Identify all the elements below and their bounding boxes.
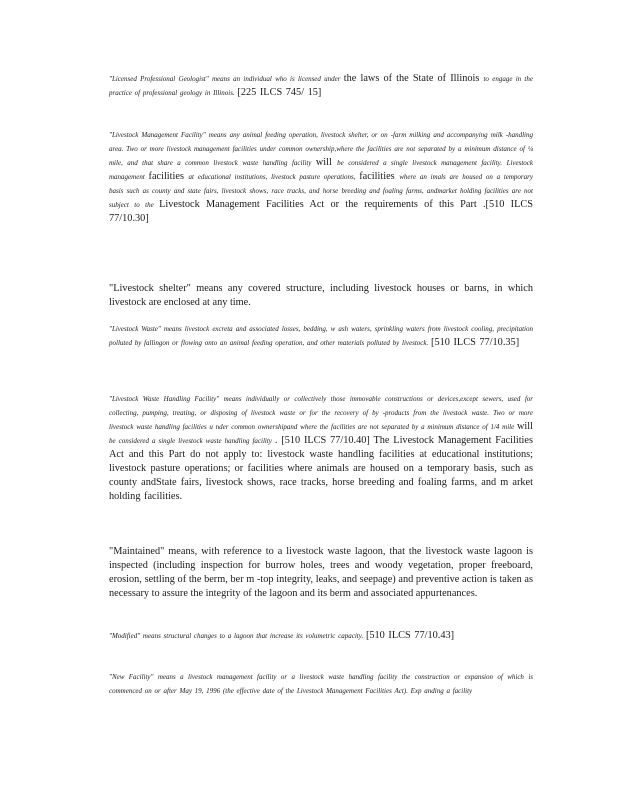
definition-licensed-professional-geologist (109, 72, 533, 100)
text-run: "New Facility" means a livestock management facility or a livestock waste handling facility the construction or expansion of which is commenced on or after May 19, 1996 (the effective date of the Livestock Management Facilities Act). Exp anding a facility (109, 673, 533, 695)
text-run: "Maintained" means, with reference to a livestock waste lagoon, that the livestock waste lagoon is inspected (including inspection for burrow holes, trees and woody vegetation, proper freeboard, erosion, settling of the berm, ber m -top integrity, leaks, and seepage) and preventive action is taken as necessary to assure the integrity of the lagoon and its berm and associated appurtenances. (109, 546, 533, 599)
text-run: [225 ILCS 745/ 15] (237, 87, 322, 98)
text-run: facilities (148, 171, 189, 182)
definition-livestock-shelter (109, 282, 533, 310)
text-run: be considered a single livestock management facility. Livestock management (109, 159, 534, 181)
definition-livestock-waste-handling-facility (109, 392, 533, 504)
text-run: "Livestock shelter" means any covered structure, including livestock houses or barns, in which livestock are enclosed at any time. (109, 283, 533, 308)
definition-new-facility (109, 670, 533, 698)
text-run: "Livestock Waste" means livestock excreta and associated losses, bedding, w ash waters, sprinkling waters from livestock cooling, precipitation polluted by fallingon or flowing onto an animal feeding operation, and other materials polluted by livestock. (109, 325, 533, 347)
text-run: facilities (359, 171, 400, 182)
definition-maintained (109, 545, 533, 601)
text-run: be considered a single livestock waste handling facility (109, 437, 275, 445)
text-run: the laws of the State of Illinois (343, 73, 484, 84)
text-run: will (516, 421, 533, 432)
text-run: will (315, 157, 338, 168)
text-run: . [510 ILCS 77/10.40] The Livestock Management Facilities Act and this Part do not apply to: livestock waste handling facilities at educational institutions; livestock pasture operations; or facilities where animals are housed on a temporary basis, such as county andState fairs, livestock shows, race tracks, horse breeding and foaling farms, and m arket holding facilities. (109, 435, 533, 502)
definition-livestock-management-facility (109, 128, 533, 226)
text-run: Livestock Management Facilities Act or the requirements of this Part .[510 ILCS 77/10.30] (109, 199, 533, 224)
text-run: where an imals are housed on a temporary basis such as county and state fairs, livestock shows, race tracks, and horse breeding and foaling farms, andmarket holding facilities are not subject to the (109, 173, 533, 209)
text-run: to engage in the practice of professional geology in Illinois. (109, 75, 533, 97)
text-run: at educational institutions, livestock pasture operations, (188, 173, 360, 181)
text-run: "Licensed Professional Geologist" means an individual who is licensed under (109, 75, 344, 83)
text-run: [510 ILCS 77/10.43] (365, 630, 455, 641)
text-run: "Livestock Management Facility" means any animal feeding operation, livestock shelter, or on -farm milking and accompanying milk -handling area. Two or more livestock management facilities under common ownership,where the facilities are not separated by a minimum distance of ¼ mile, and that share a common livestock waste handling facility (109, 131, 533, 167)
definition-modified (109, 629, 533, 643)
text-run: "Livestock Waste Handling Facility" means individually or collectively those immovable constructions or devices,except sewers, used for collecting, pumping, treating, or disposing of livestock waste or for the recovery of by -products from the livestock waste. Two or more livestock waste handling facilities u nder common ownershipand where the facilities are not separated by a minimum distance of 1/4 mile (109, 395, 533, 431)
text-run: "Modified" means structural changes to a lagoon that increase its volumetric capacity. (109, 632, 366, 640)
definition-livestock-waste (109, 322, 533, 350)
text-run: [510 ILCS 77/10.35] (431, 337, 520, 348)
